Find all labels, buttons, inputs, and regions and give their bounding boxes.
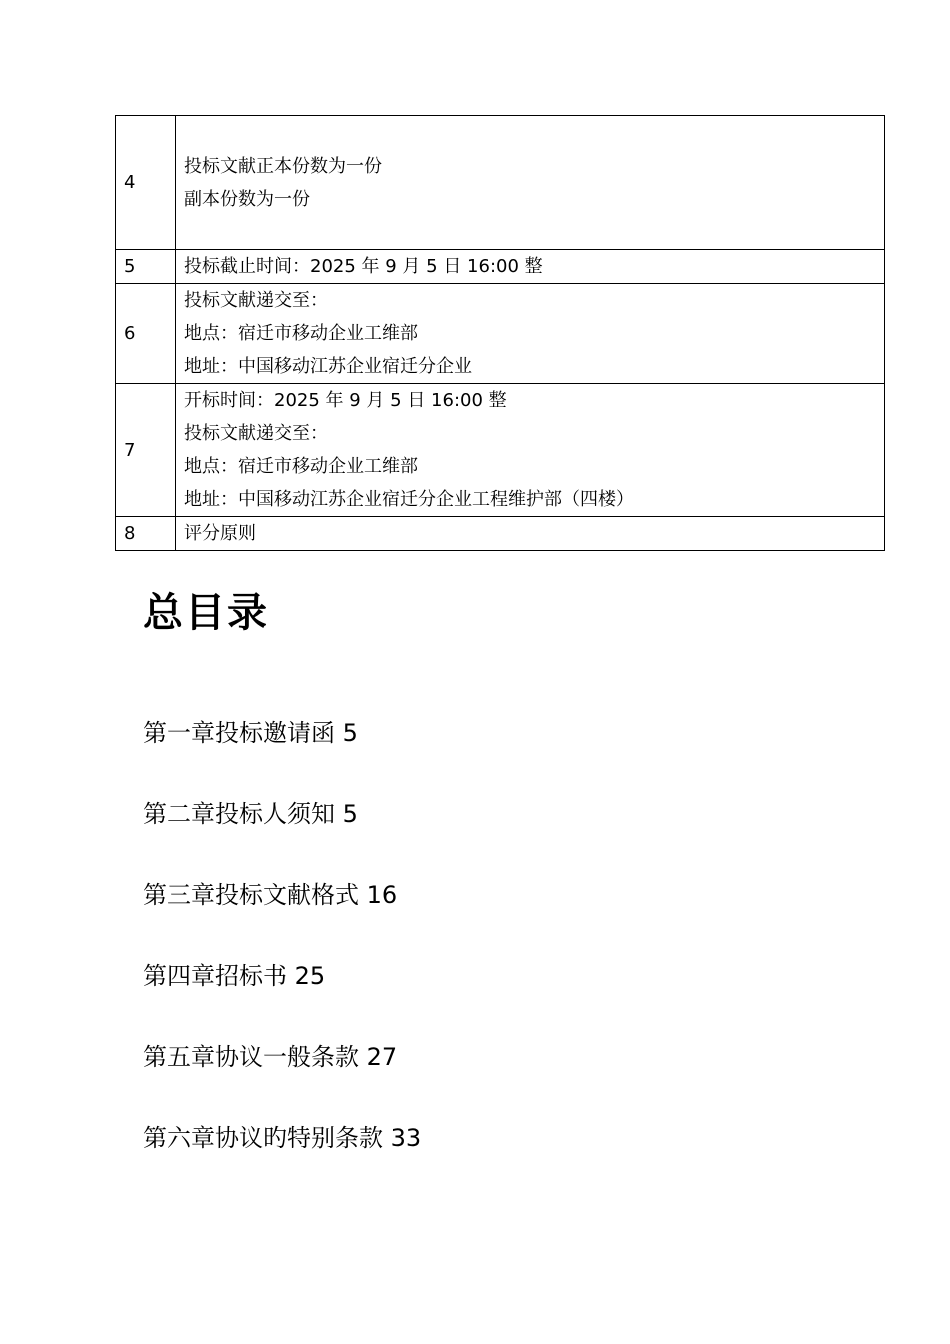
toc-item[interactable]: 第二章投标人须知 5 <box>143 800 358 828</box>
content-line: 评分原则 <box>184 523 256 544</box>
content-line: 投标截止时间：2025 年 9 月 5 日 16:00 整 <box>184 256 543 277</box>
row-number: 4 <box>116 116 176 250</box>
content-line: 投标文献正本份数为一份 <box>184 155 382 177</box>
table-row <box>116 384 885 517</box>
bid-info-table <box>115 115 885 551</box>
row-number: 6 <box>116 284 176 384</box>
toc-item[interactable]: 第四章招标书 25 <box>143 962 326 990</box>
table-row <box>116 284 885 384</box>
content-line: 地点：宿迁市移动企业工维部 <box>184 456 418 477</box>
toc-item[interactable]: 第五章协议一般条款 27 <box>143 1043 398 1071</box>
toc-item[interactable]: 第三章投标文献格式 16 <box>143 881 398 909</box>
toc-list <box>143 714 421 1200</box>
toc-item[interactable]: 第一章投标邀请函 5 <box>143 719 358 747</box>
row-content <box>176 284 885 384</box>
row-number: 7 <box>116 384 176 517</box>
content-line: 投标文献递交至： <box>184 423 328 444</box>
content-line: 开标时间：2025 年 9 月 5 日 16:00 整 <box>184 390 507 411</box>
content-line: 地址：中国移动江苏企业宿迁分企业 <box>184 356 472 377</box>
table-row <box>116 517 885 551</box>
row-content <box>176 384 885 517</box>
content-line: 地址：中国移动江苏企业宿迁分企业工程维护部（四楼） <box>184 489 634 510</box>
content-line: 地点：宿迁市移动企业工维部 <box>184 323 418 344</box>
row-number: 8 <box>116 517 176 551</box>
table-row <box>116 116 885 250</box>
toc-item[interactable]: 第六章协议旳特别条款 33 <box>143 1124 422 1152</box>
content-line: 投标文献递交至： <box>184 290 328 311</box>
row-content <box>176 116 885 250</box>
row-content <box>176 517 885 551</box>
row-number: 5 <box>116 250 176 284</box>
table-row <box>116 250 885 284</box>
row-content <box>176 250 885 284</box>
toc-title: 总目录 <box>143 590 269 636</box>
content-line: 副本份数为一份 <box>184 188 310 210</box>
